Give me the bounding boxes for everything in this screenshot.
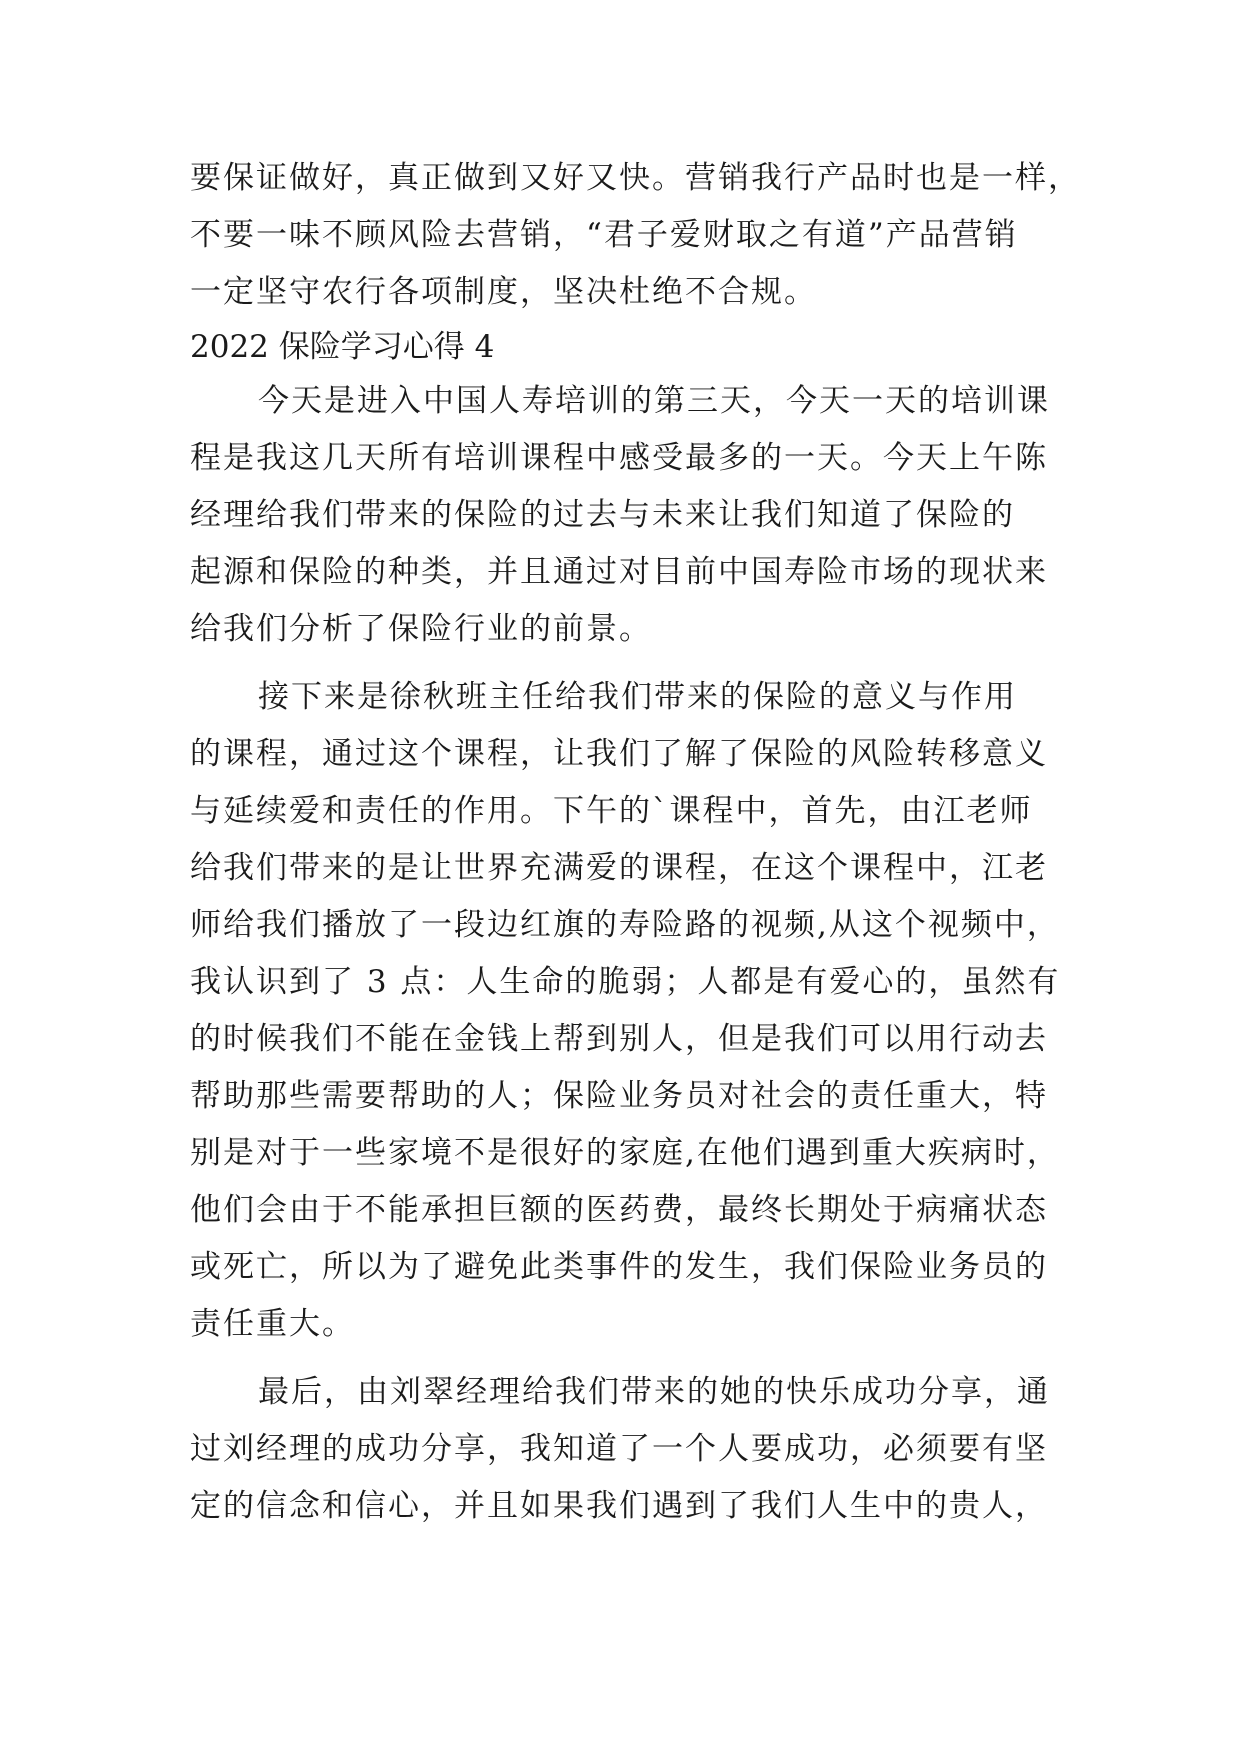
- paragraph-first-line: 最后，由刘翠经理给我们带来的她的快乐成功分享，通: [258, 1374, 1050, 1410]
- text-line: 的时候我们不能在金钱上帮到别人，但是我们可以用行动去: [190, 1021, 1048, 1057]
- text-line: 别是对于一些家境不是很好的家庭,在他们遇到重大疾病时，: [190, 1135, 1060, 1171]
- text-line: 给我们分析了保险行业的前景。: [190, 611, 652, 647]
- paragraph-first-line: 今天是进入中国人寿培训的第三天，今天一天的培训课: [258, 383, 1050, 419]
- text-line: 起源和保险的种类，并且通过对目前中国寿险市场的现状来: [190, 554, 1048, 590]
- document-body: [190, 150, 1081, 1535]
- text-line: 与延续爱和责任的作用。下午的`课程中，首先，由江老师: [190, 793, 1033, 829]
- text-line: 定的信念和信心，并且如果我们遇到了我们人生中的贵人，: [190, 1488, 1048, 1524]
- text-line: 师给我们播放了一段边红旗的寿险路的视频,从这个视频中，: [190, 907, 1060, 943]
- text-line: 不要一味不顾风险去营销，“君子爱财取之有道”产品营销: [190, 217, 1018, 253]
- text-line: 我认识到了 3 点：人生命的脆弱；人都是有爱心的，虽然有: [190, 964, 1061, 1000]
- text-line: 的课程，通过这个课程，让我们了解了保险的风险转移意义: [190, 736, 1048, 772]
- text-line: 一定坚守农行各项制度，坚决杜绝不合规。: [190, 274, 817, 310]
- text-line: 他们会由于不能承担巨额的医药费，最终长期处于病痛状态: [190, 1192, 1048, 1228]
- text-line: 程是我这几天所有培训课程中感受最多的一天。今天上午陈: [190, 440, 1048, 476]
- text-line: 给我们带来的是让世界充满爱的课程，在这个课程中，江老: [190, 850, 1048, 886]
- section-heading: 2022 保险学习心得 4: [190, 329, 495, 365]
- paragraph-gap: [190, 658, 1070, 669]
- paragraph-gap: [190, 1353, 1070, 1364]
- text-line: 经理给我们带来的保险的过去与未来让我们知道了保险的: [190, 497, 1015, 533]
- text-line: 责任重大。: [190, 1306, 355, 1342]
- text-line: 过刘经理的成功分享，我知道了一个人要成功，必须要有坚: [190, 1431, 1048, 1467]
- paragraph-first-line: 接下来是徐秋班主任给我们带来的保险的意义与作用: [258, 679, 1017, 715]
- text-line: 要保证做好，真正做到又好又快。营销我行产品时也是一样，: [190, 160, 1081, 196]
- text-line: 帮助那些需要帮助的人；保险业务员对社会的责任重大，特: [190, 1078, 1048, 1114]
- text-line: 或死亡，所以为了避免此类事件的发生，我们保险业务员的: [190, 1249, 1048, 1285]
